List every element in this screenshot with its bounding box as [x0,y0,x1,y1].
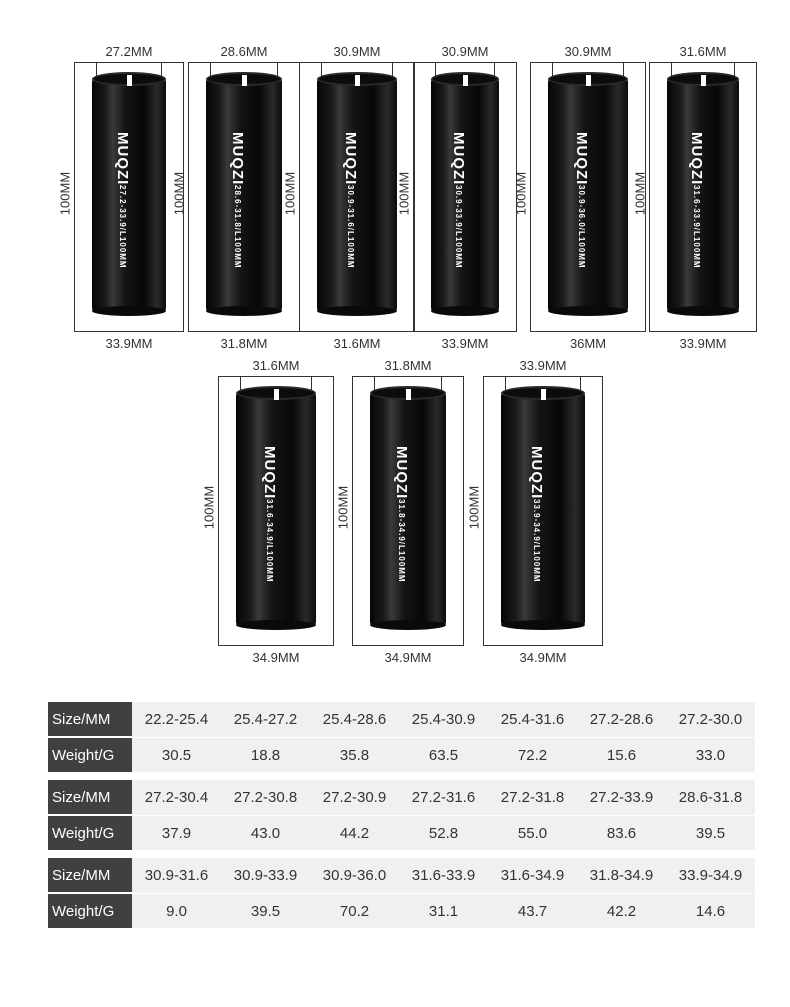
height-label: 100MM [513,171,529,216]
bottom-diameter-label: 36MM [569,336,607,351]
weight-cell: 35.8 [310,738,399,772]
slit-icon [127,75,132,86]
top-diameter-label: 30.9MM [441,44,489,59]
slit-icon [242,75,247,86]
size-row [48,702,755,738]
height-label: 100MM [171,171,187,216]
tube-top-opening [236,386,316,400]
brand-logo [228,132,246,269]
weight-header: Weight/G [48,894,132,928]
table-group-gap [48,772,755,780]
size-cell: 27.2-28.6 [577,702,666,738]
slit-icon [463,75,468,86]
weight-row [48,894,755,928]
size-cell: 25.4-31.6 [488,702,577,738]
weight-cell: 52.8 [399,816,488,850]
spec-table [48,702,755,928]
tube-bottom-edge [317,306,397,316]
tube-spec-text: 33.9-34.9/L100MM [532,499,541,583]
brand-text: MUQZI [342,132,359,186]
tube-spec-text: 27.2-33.9/L100MM [118,185,127,269]
size-cell: 27.2-31.6 [399,780,488,816]
weight-cell: 14.6 [666,894,755,928]
size-cell: 31.8-34.9 [577,858,666,894]
size-header: Size/MM [48,702,132,738]
height-label: 100MM [57,171,73,216]
top-diameter-label: 30.9MM [564,44,612,59]
tube-bottom-edge [370,620,446,630]
weight-cell: 31.1 [399,894,488,928]
size-cell: 30.9-33.9 [221,858,310,894]
weight-cell: 9.0 [132,894,221,928]
tube-spec-text: 31.8-34.9/L100MM [397,499,406,583]
weight-cell: 18.8 [221,738,310,772]
slit-icon [406,389,411,400]
size-cell: 27.2-31.8 [488,780,577,816]
tube-top-opening [431,72,499,86]
weight-header: Weight/G [48,738,132,772]
weight-cell: 44.2 [310,816,399,850]
brand-logo [113,132,131,269]
tube-top-opening [317,72,397,86]
brand-logo [260,446,278,583]
brand-text: MUQZI [450,132,467,186]
weight-cell: 43.0 [221,816,310,850]
bottom-diameter-label: 34.9MM [384,650,432,665]
weight-cell: 83.6 [577,816,666,850]
tube-bottom-edge [206,306,282,316]
brand-logo [341,132,359,269]
size-cell: 30.9-36.0 [310,858,399,894]
tube-bottom-edge [501,620,585,630]
height-label: 100MM [632,171,648,216]
tube-spec-text: 28.6-31.8/L100MM [233,185,242,269]
bottom-diameter-label: 31.6MM [333,336,381,351]
tube-bottom-edge [667,306,739,316]
brand-text: MUQZI [393,446,410,500]
size-cell: 31.6-33.9 [399,858,488,894]
weight-row [48,816,755,850]
size-cell: 27.2-30.4 [132,780,221,816]
bottom-diameter-label: 33.9MM [105,336,153,351]
weight-cell: 33.0 [666,738,755,772]
size-cell: 31.6-34.9 [488,858,577,894]
tube-spec-text: 31.6-34.9/L100MM [265,499,274,583]
top-diameter-label: 31.6MM [252,358,300,373]
top-diameter-label: 28.6MM [220,44,268,59]
slit-icon [541,389,546,400]
top-diameter-label: 31.6MM [679,44,727,59]
weight-cell: 39.5 [666,816,755,850]
tube-bottom-edge [236,620,316,630]
weight-cell: 39.5 [221,894,310,928]
bottom-diameter-label: 33.9MM [441,336,489,351]
height-label: 100MM [201,485,217,530]
slit-icon [355,75,360,86]
brand-text: MUQZI [114,132,131,186]
height-label: 100MM [282,171,298,216]
weight-cell: 70.2 [310,894,399,928]
height-label: 100MM [466,485,482,530]
tube-top-opening [206,72,282,86]
brand-logo [572,132,590,269]
tube-top-opening [92,72,166,86]
bottom-diameter-label: 31.8MM [220,336,268,351]
weight-row [48,738,755,772]
size-cell: 22.2-25.4 [132,702,221,738]
bottom-diameter-label: 34.9MM [252,650,300,665]
brand-text: MUQZI [261,446,278,500]
brand-text: MUQZI [573,132,590,186]
tube-spec-text: 30.9-33.9/L100MM [454,185,463,269]
weight-cell: 63.5 [399,738,488,772]
size-cell: 33.9-34.9 [666,858,755,894]
weight-cell: 55.0 [488,816,577,850]
top-diameter-label: 30.9MM [333,44,381,59]
tube-top-opening [667,72,739,86]
size-cell: 25.4-30.9 [399,702,488,738]
top-diameter-label: 27.2MM [105,44,153,59]
brand-text: MUQZI [528,446,545,500]
bottom-diameter-label: 34.9MM [519,650,567,665]
slit-icon [586,75,591,86]
size-cell: 27.2-30.8 [221,780,310,816]
tube-top-opening [501,386,585,400]
brand-text: MUQZI [688,132,705,186]
size-cell: 27.2-33.9 [577,780,666,816]
brand-logo [687,132,705,269]
weight-cell: 43.7 [488,894,577,928]
brand-text: MUQZI [229,132,246,186]
weight-cell: 72.2 [488,738,577,772]
height-label: 100MM [335,485,351,530]
tube-top-opening [548,72,628,86]
weight-cell: 42.2 [577,894,666,928]
slit-icon [701,75,706,86]
top-diameter-label: 33.9MM [519,358,567,373]
slit-icon [274,389,279,400]
size-cell: 27.2-30.0 [666,702,755,738]
size-cell: 25.4-27.2 [221,702,310,738]
tube-spec-text: 30.9-36.0/L100MM [577,185,586,269]
size-cell: 30.9-31.6 [132,858,221,894]
size-row [48,780,755,816]
top-diameter-label: 31.8MM [384,358,432,373]
tube-top-opening [370,386,446,400]
tube-spec-text: 30.9-31.6/L100MM [346,185,355,269]
size-cell: 25.4-28.6 [310,702,399,738]
size-header: Size/MM [48,858,132,894]
brand-logo [527,446,545,583]
tube-spec-text: 31.6-33.9/L100MM [692,185,701,269]
brand-logo [449,132,467,269]
height-label: 100MM [396,171,412,216]
weight-cell: 30.5 [132,738,221,772]
tube-bottom-edge [548,306,628,316]
weight-header: Weight/G [48,816,132,850]
size-cell: 27.2-30.9 [310,780,399,816]
brand-logo [392,446,410,583]
size-row [48,858,755,894]
table-group-gap [48,850,755,858]
tube-bottom-edge [92,306,166,316]
size-header: Size/MM [48,780,132,816]
weight-cell: 37.9 [132,816,221,850]
weight-cell: 15.6 [577,738,666,772]
size-cell: 28.6-31.8 [666,780,755,816]
tube-bottom-edge [431,306,499,316]
bottom-diameter-label: 33.9MM [679,336,727,351]
